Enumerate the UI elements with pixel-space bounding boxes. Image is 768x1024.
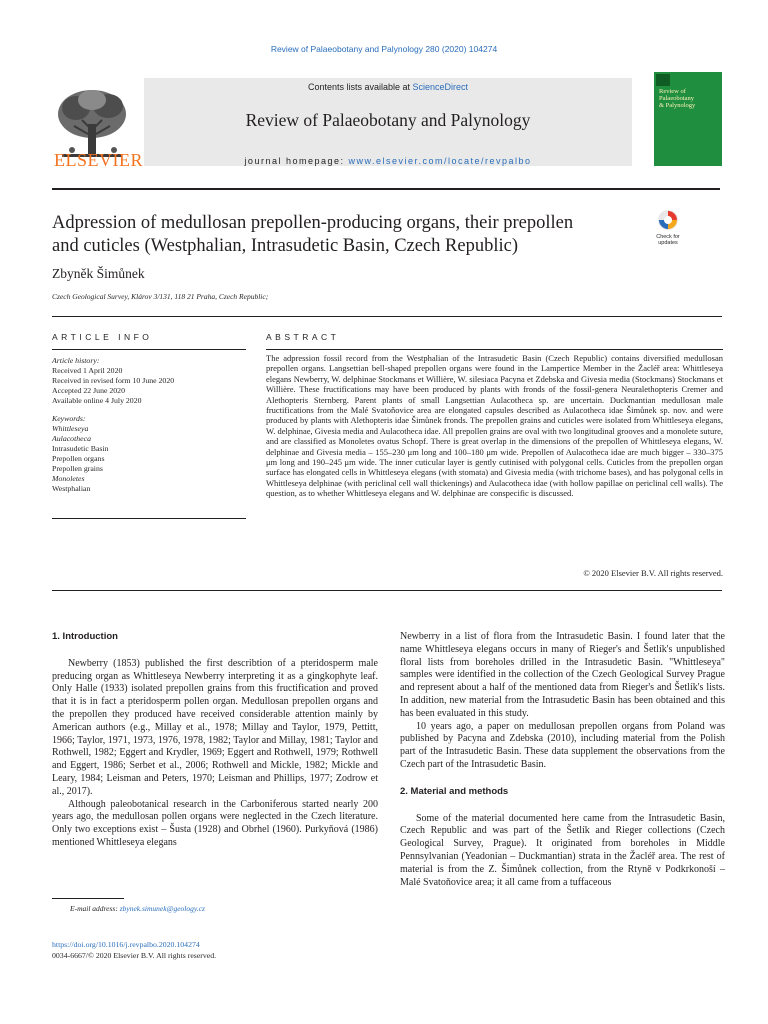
author-name[interactable]: Zbyněk Šimůnek [52, 266, 145, 281]
title-line-1: Adpression of medullosan prepollen-producing organs, their prepollen [52, 213, 574, 233]
abstract-heading: ABSTRACT [266, 332, 340, 342]
author-affiliation: Czech Geological Survey, Klárov 3/131, 118 21 Praha, Czech Republic; [52, 292, 269, 301]
history-label: Article history: [52, 356, 100, 365]
homepage-prefix: journal homepage: [244, 156, 349, 166]
history-item: Received 1 April 2020 [52, 366, 123, 375]
journal-title: Review of Palaeobotany and Palynology [245, 110, 531, 130]
abstract-paragraph: The adpression fossil record from the Westphalian of the Intrasudetic Basin (Czech Republic) contains diversified medullosan prepollen organs. Langsettian bell-shaped prepollen organs were found in the Lampertice Member in the Žacléř area: Whittleseya elegans Newberry, W. delphinae Stockmans et Willière, W. silesiaca Pacyna et Zdebska and Givesia media (Stockmans) Stockmans et Willière. These fructifications may have been produced by plants with fronds of the fossil-genera Neuralethopteris Cremer and Alethopteris Sternberg. Parent plants of small Langsettian Aulacotheca sp. are uncertain. Duckmantian medullosan male fructifications from the Malé Svatoňovice area are elongated capsules described as Aulacotheca idae Šimůnek sp. nov. and were produced by plants with Alethopteris idae Šimůnek fronds. The prepollen grains and cuticles were isolated from Whittleseya elegans, W. delphinae, Givesia media and Aulacotheca idae. All prepollen grains are oval with two longitudinal grooves and a monolete suture, and are classified as Monoletes ovatus Schopf. There is great overlap in the dimensions of the prepollen of Whittleseya elegans, W. delphinae and Givesia media – 155–230 μm long and 100–180 μm wide. Prepollen of Aulacotheca idae are much bigger – 330–375 μm long and 190–245 μm wide. The inner cuticular layer is gently cutinised with polygonal cells. Cuticles from the prepollen organ surface has elongated cells in Whittleseya elegans (with stomata) and Givesia media (with trichome bases), and has polygonal cells in Whittleseya delphinae (with periclinal cell wall thickenings) and Aulacotheca idae (with hollow papillae on periclinal cell walls). The question, as to whether Whittleseya elegans and W. delphinae are conspecific is discussed. [266, 353, 723, 499]
cover-text-line: & Palynology [659, 102, 696, 109]
author-email-footnote [70, 904, 205, 913]
elsevier-wordmark[interactable]: ELSEVIER [54, 150, 143, 170]
section-heading-introduction: 1. Introduction [52, 631, 118, 642]
sciencedirect-link[interactable]: ScienceDirect [412, 82, 469, 92]
cover-stripe [656, 74, 670, 86]
article-info-bottom-rule [52, 518, 246, 519]
keyword: Aulacotheca [52, 434, 91, 443]
footnote-rule [52, 898, 124, 899]
info-divider [52, 316, 722, 317]
history-item: Received in revised form 10 June 2020 [52, 376, 175, 385]
journal-homepage [144, 156, 632, 166]
body-left-column [52, 631, 378, 850]
keyword: Prepollen grains [52, 464, 103, 473]
methods-paragraph-1: Some of the material documented here came from the Intrasudetic Basin, Czech Republic and was part of the Šetlík and Rieger collections (Czech Geological Survey, Prague). It originated from boreholes in Middle Pennsylvanian (Yeadonian – Duckmantian) strata in the Žacléř area. The rest of material is from the Z. Šimůnek collection, from the Rtyně v Podkrkonoší – Malé Svatoňovice area; it all came from a tuffaceous [400, 812, 725, 888]
masthead [52, 72, 722, 168]
journal-banner [144, 78, 632, 166]
contents-prefix: Contents lists available at [307, 82, 413, 92]
keyword: Monoletes [52, 474, 85, 483]
keyword: Westphalian [52, 484, 91, 493]
journal-cover-thumbnail[interactable] [654, 72, 722, 166]
abstract-bottom-rule [52, 590, 722, 591]
history-item: Available online 4 July 2020 [52, 396, 142, 405]
check-for-updates-label[interactable]: Check for updates [656, 234, 680, 246]
issn-copyright: 0034-6667/© 2020 Elsevier B.V. All rights reserved. [52, 951, 217, 960]
right-paragraph-1: Newberry in a list of flora from the Intrasudetic Basin. I found later that the name Whittleseya elegans occurs in many of Rieger's and Šetlík's unpublished floral lists from boreholes drilled in the Intrasudetic Basin. "Whittleseya" samples were identified in the collection of the Czech Geological Survey Prague and represent about a half of the mentioned data from Rieger's and Šetlík's lists. In addition, new material from the Intrasudetic Basin has been obtained and this has been evaluated in this study. [400, 631, 725, 719]
article-info-rule [52, 349, 246, 350]
keywords-label: Keywords: [52, 414, 86, 423]
intro-paragraph-1: Newberry (1853) published the first describtion of a pteridosperm male preducing organ as Whittleseya Newberry interpreting it as a gingkophyte leaf. Only Halle (1933) isolated prepollen grains from this fructification and proved that it is in fact a pteridosperm pollen organ. Medullosan prepollen organs and the prepollen they produced have received considerable attention mainly by American authors (e.g., Millay et al., 1978; Millay and Taylor, 1979, Pettitt, 1966; Taylor, 1971, 1973, 1976, 1978, 1982; Taylor and Millay, 1981; Taylor and Rothwell, 1982; Eggert and Krydler, 1969; Eggert and Rothwell, 1979; Rothwell and Eggert, 1986; Serbet et al., 2006; Rothwell and Mickle, 1982; Mickle and Leary, 1984; Leisman and Peters, 1970; Leisman and Phillips, 1977; Zodrow et al., 2017). [52, 657, 378, 797]
article-info [52, 356, 232, 494]
cover-text [659, 88, 695, 109]
article-info-heading: ARTICLE INFO [52, 332, 153, 342]
doi-link[interactable]: https://doi.org/10.1016/j.revpalbo.2020.104274 [52, 940, 200, 949]
title-line-2: and cuticles (Westphalian, Intrasudetic Basin, Czech Republic) [52, 236, 518, 256]
abstract-text [266, 353, 723, 499]
intro-paragraph-2: Although paleobotanical research in the Carboniferous started nearly 200 years ago, the medullosan pollen organs were neglected in the Czech literature. Only two exceptions exist – Šusta (1928) and Obrhel (1960). Purkyňová (1986) mentioned Whittleseya elegans [52, 798, 378, 848]
cover-text-line: Palaeobotany [659, 95, 695, 102]
abstract-rule [266, 349, 723, 350]
keyword: Whittleseya [52, 424, 89, 433]
keyword: Prepollen organs [52, 454, 105, 463]
homepage-link[interactable]: www.elsevier.com/locate/revpalbo [348, 156, 532, 166]
right-paragraph-2: 10 years ago, a paper on medullosan prepollen organs from Poland was published by Pacyna and Zdebska (2010), including material from the Polish part of the Intrasudetic Basin. These data supplement the observations from the Czech part of the Intrasudetic Basin. [400, 720, 725, 770]
cover-text-line: Review of [659, 88, 686, 95]
email-label: E-mail address: [70, 904, 120, 913]
contents-line [144, 82, 632, 92]
abstract-copyright: © 2020 Elsevier B.V. All rights reserved. [583, 568, 723, 578]
article-title [52, 212, 612, 258]
masthead-divider [52, 188, 720, 190]
body-right-column [400, 631, 725, 889]
keyword: Intrasudetic Basin [52, 444, 109, 453]
section-heading-methods: 2. Material and methods [400, 785, 509, 797]
journal-citation[interactable]: Review of Palaeobotany and Palynology 280 (2020) 104274 [270, 44, 498, 54]
author-email-link[interactable]: zbynek.simunek@geology.cz [119, 904, 205, 913]
history-item: Accepted 22 June 2020 [52, 386, 125, 395]
